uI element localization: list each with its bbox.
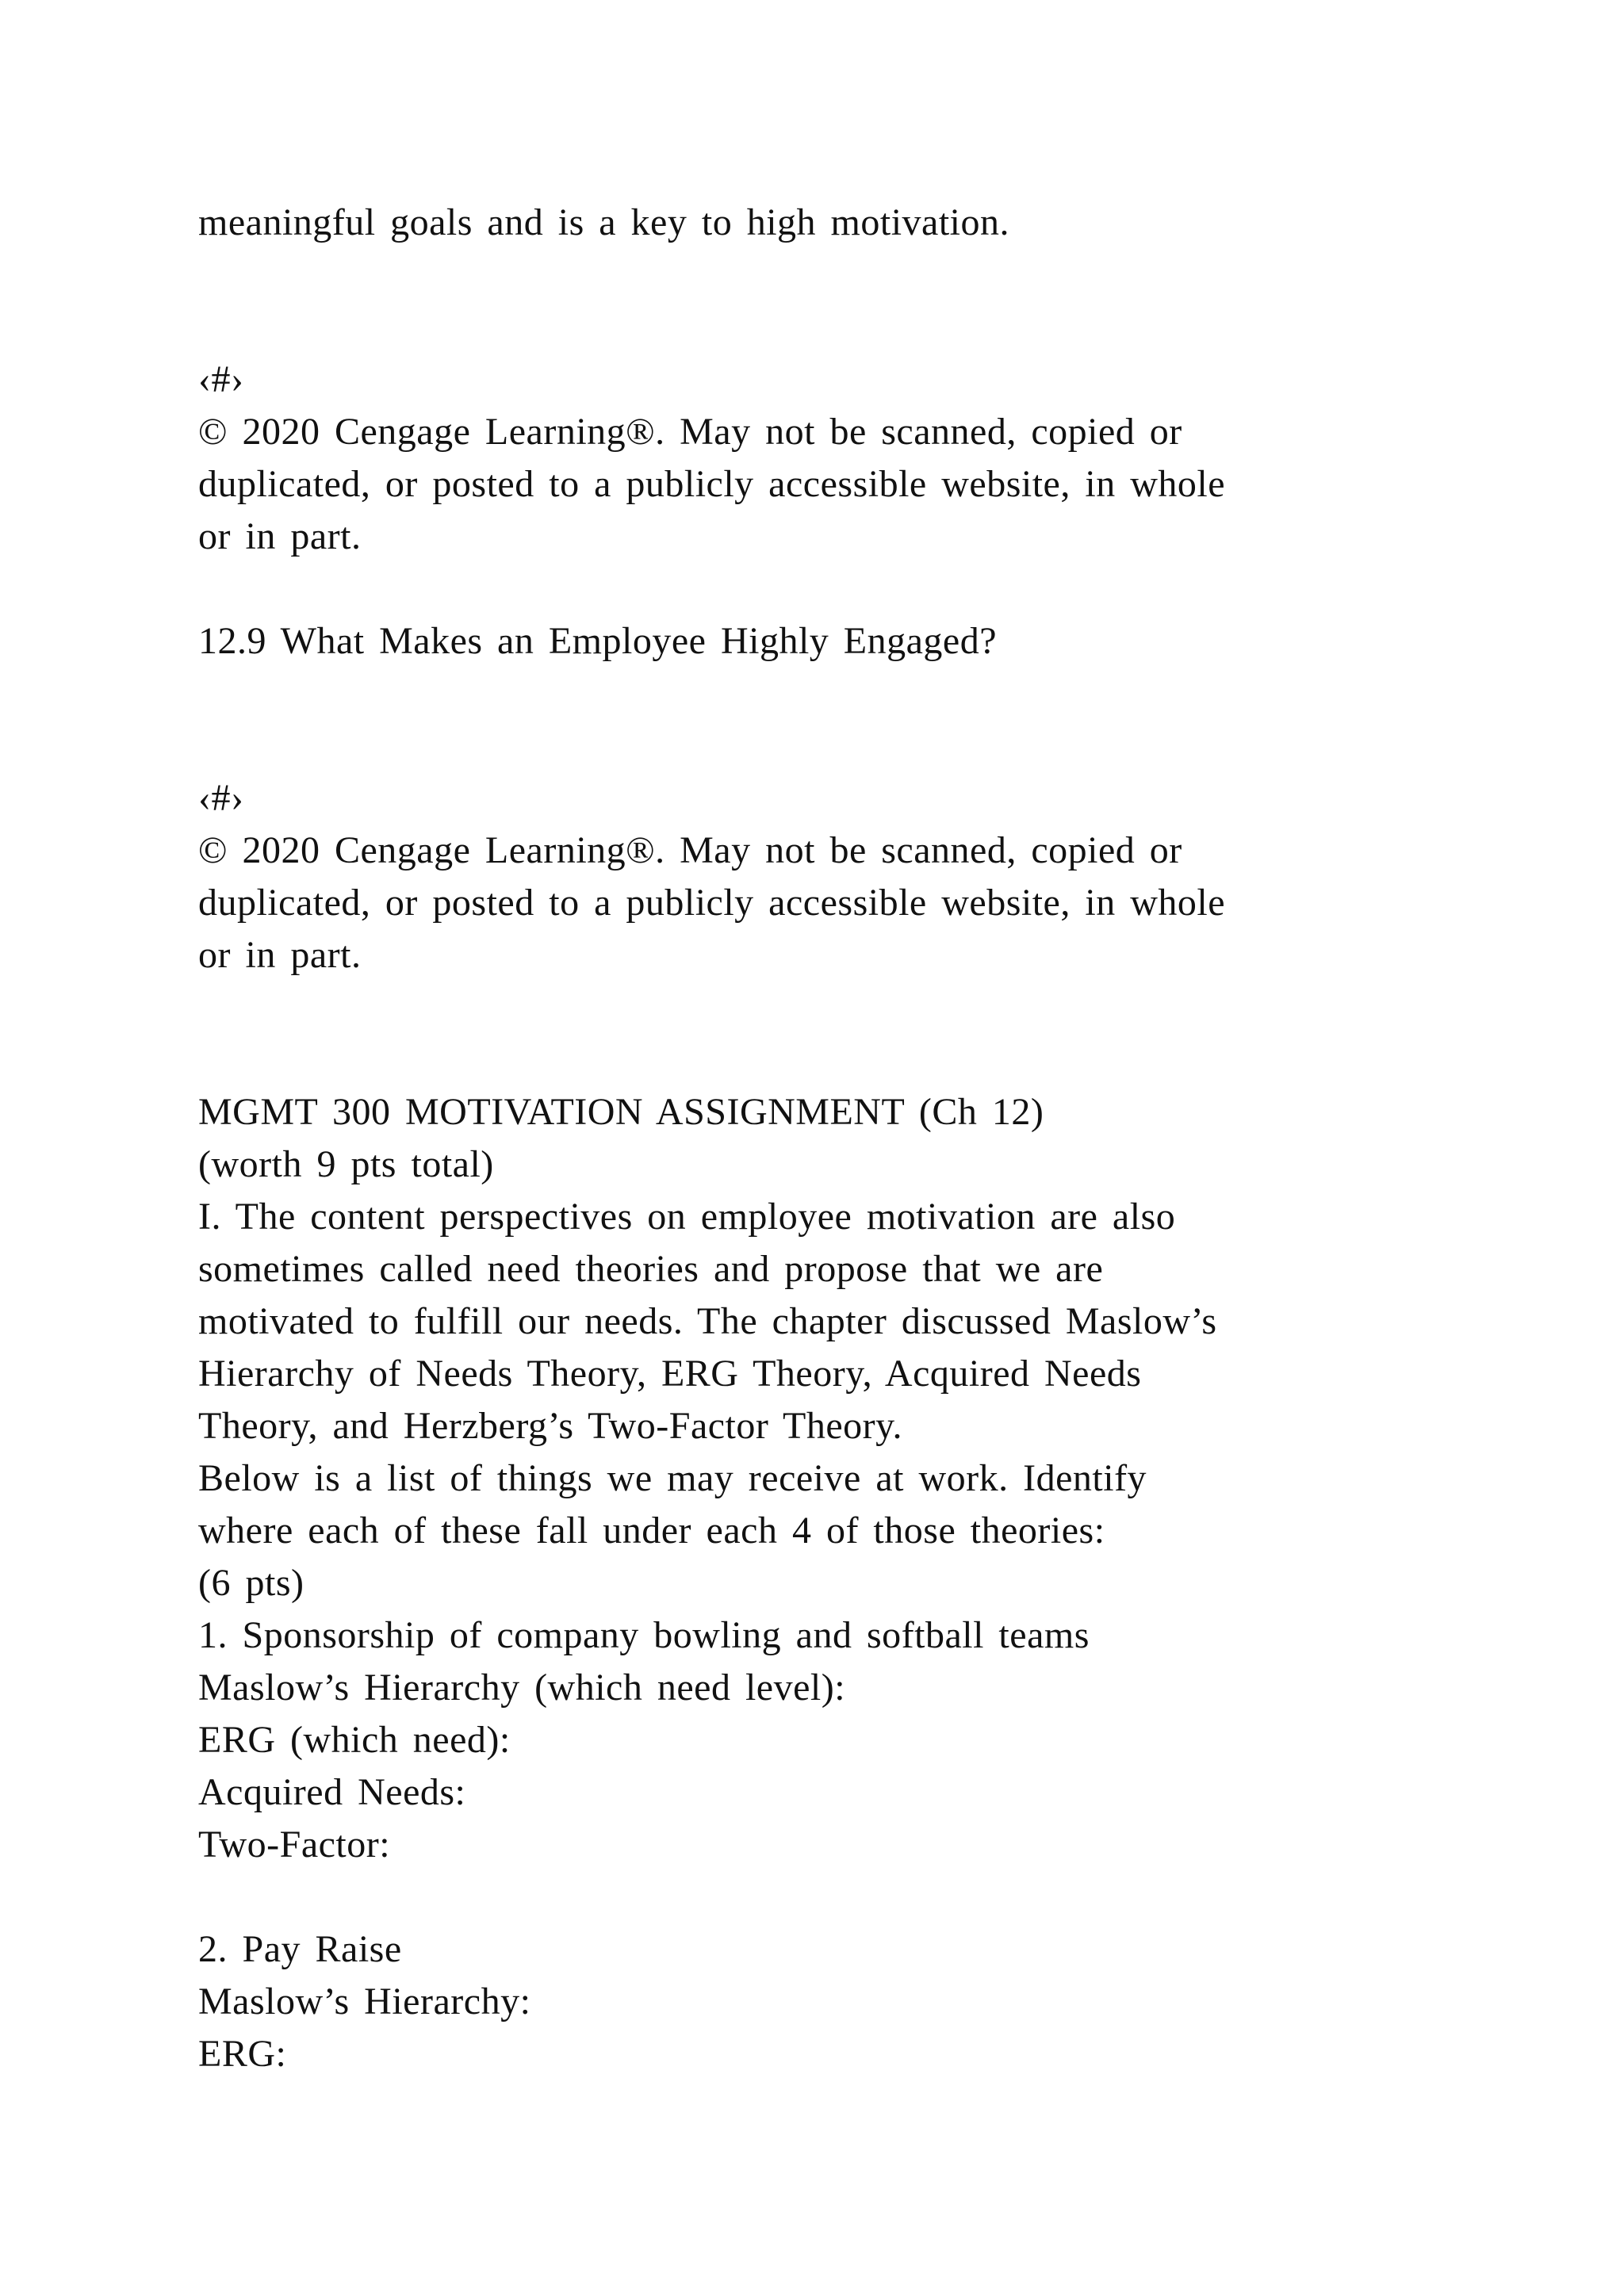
answer-field-label: Acquired Needs:	[198, 1771, 466, 1813]
assignment-paragraph-line: Hierarchy of Needs Theory, ERG Theory, Acquired Needs	[198, 1353, 1142, 1395]
copyright-line: © 2020 Cengage Learning®. May not be scanned, copied or	[198, 411, 1182, 453]
assignment-paragraph-line: where each of these fall under each 4 of those theories:	[198, 1510, 1105, 1552]
copyright-line: duplicated, or posted to a publicly accessible website, in whole	[198, 882, 1225, 924]
answer-field-label: Two-Factor:	[198, 1823, 391, 1866]
points-note: (6 pts)	[198, 1562, 304, 1604]
assignment-paragraph-line: motivated to fulfill our needs. The chapter discussed Maslow’s	[198, 1300, 1217, 1342]
assignment-title: MGMT 300 MOTIVATION ASSIGNMENT (Ch 12)	[198, 1091, 1044, 1133]
section-heading: 12.9 What Makes an Employee Highly Engaged?	[198, 620, 998, 662]
assignment-paragraph-line: Theory, and Herzberg’s Two-Factor Theory.	[198, 1405, 902, 1447]
question-item-title: 1. Sponsorship of company bowling and softball teams	[198, 1614, 1090, 1656]
copyright-line: or in part.	[198, 515, 362, 557]
copyright-line: duplicated, or posted to a publicly accessible website, in whole	[198, 463, 1225, 505]
answer-field-label: Maslow’s Hierarchy:	[198, 1980, 531, 2022]
answer-field-label: ERG (which need):	[198, 1719, 511, 1761]
question-item-title: 2. Pay Raise	[198, 1928, 402, 1970]
assignment-paragraph-line: Below is a list of things we may receive at work. Identify	[198, 1457, 1147, 1499]
copyright-line: © 2020 Cengage Learning®. May not be scanned, copied or	[198, 829, 1182, 871]
answer-field-label: ERG:	[198, 2033, 287, 2075]
assignment-paragraph-line: I. The content perspectives on employee motivation are also	[198, 1196, 1176, 1238]
slide-number-marker: ‹#›	[198, 777, 244, 819]
assignment-paragraph-line: sometimes called need theories and propose that we are	[198, 1248, 1104, 1290]
intro-line: meaningful goals and is a key to high motivation.	[198, 201, 1010, 243]
copyright-line: or in part.	[198, 934, 362, 976]
assignment-worth: (worth 9 pts total)	[198, 1143, 494, 1185]
slide-number-marker: ‹#›	[198, 358, 244, 400]
answer-field-label: Maslow’s Hierarchy (which need level):	[198, 1667, 846, 1709]
